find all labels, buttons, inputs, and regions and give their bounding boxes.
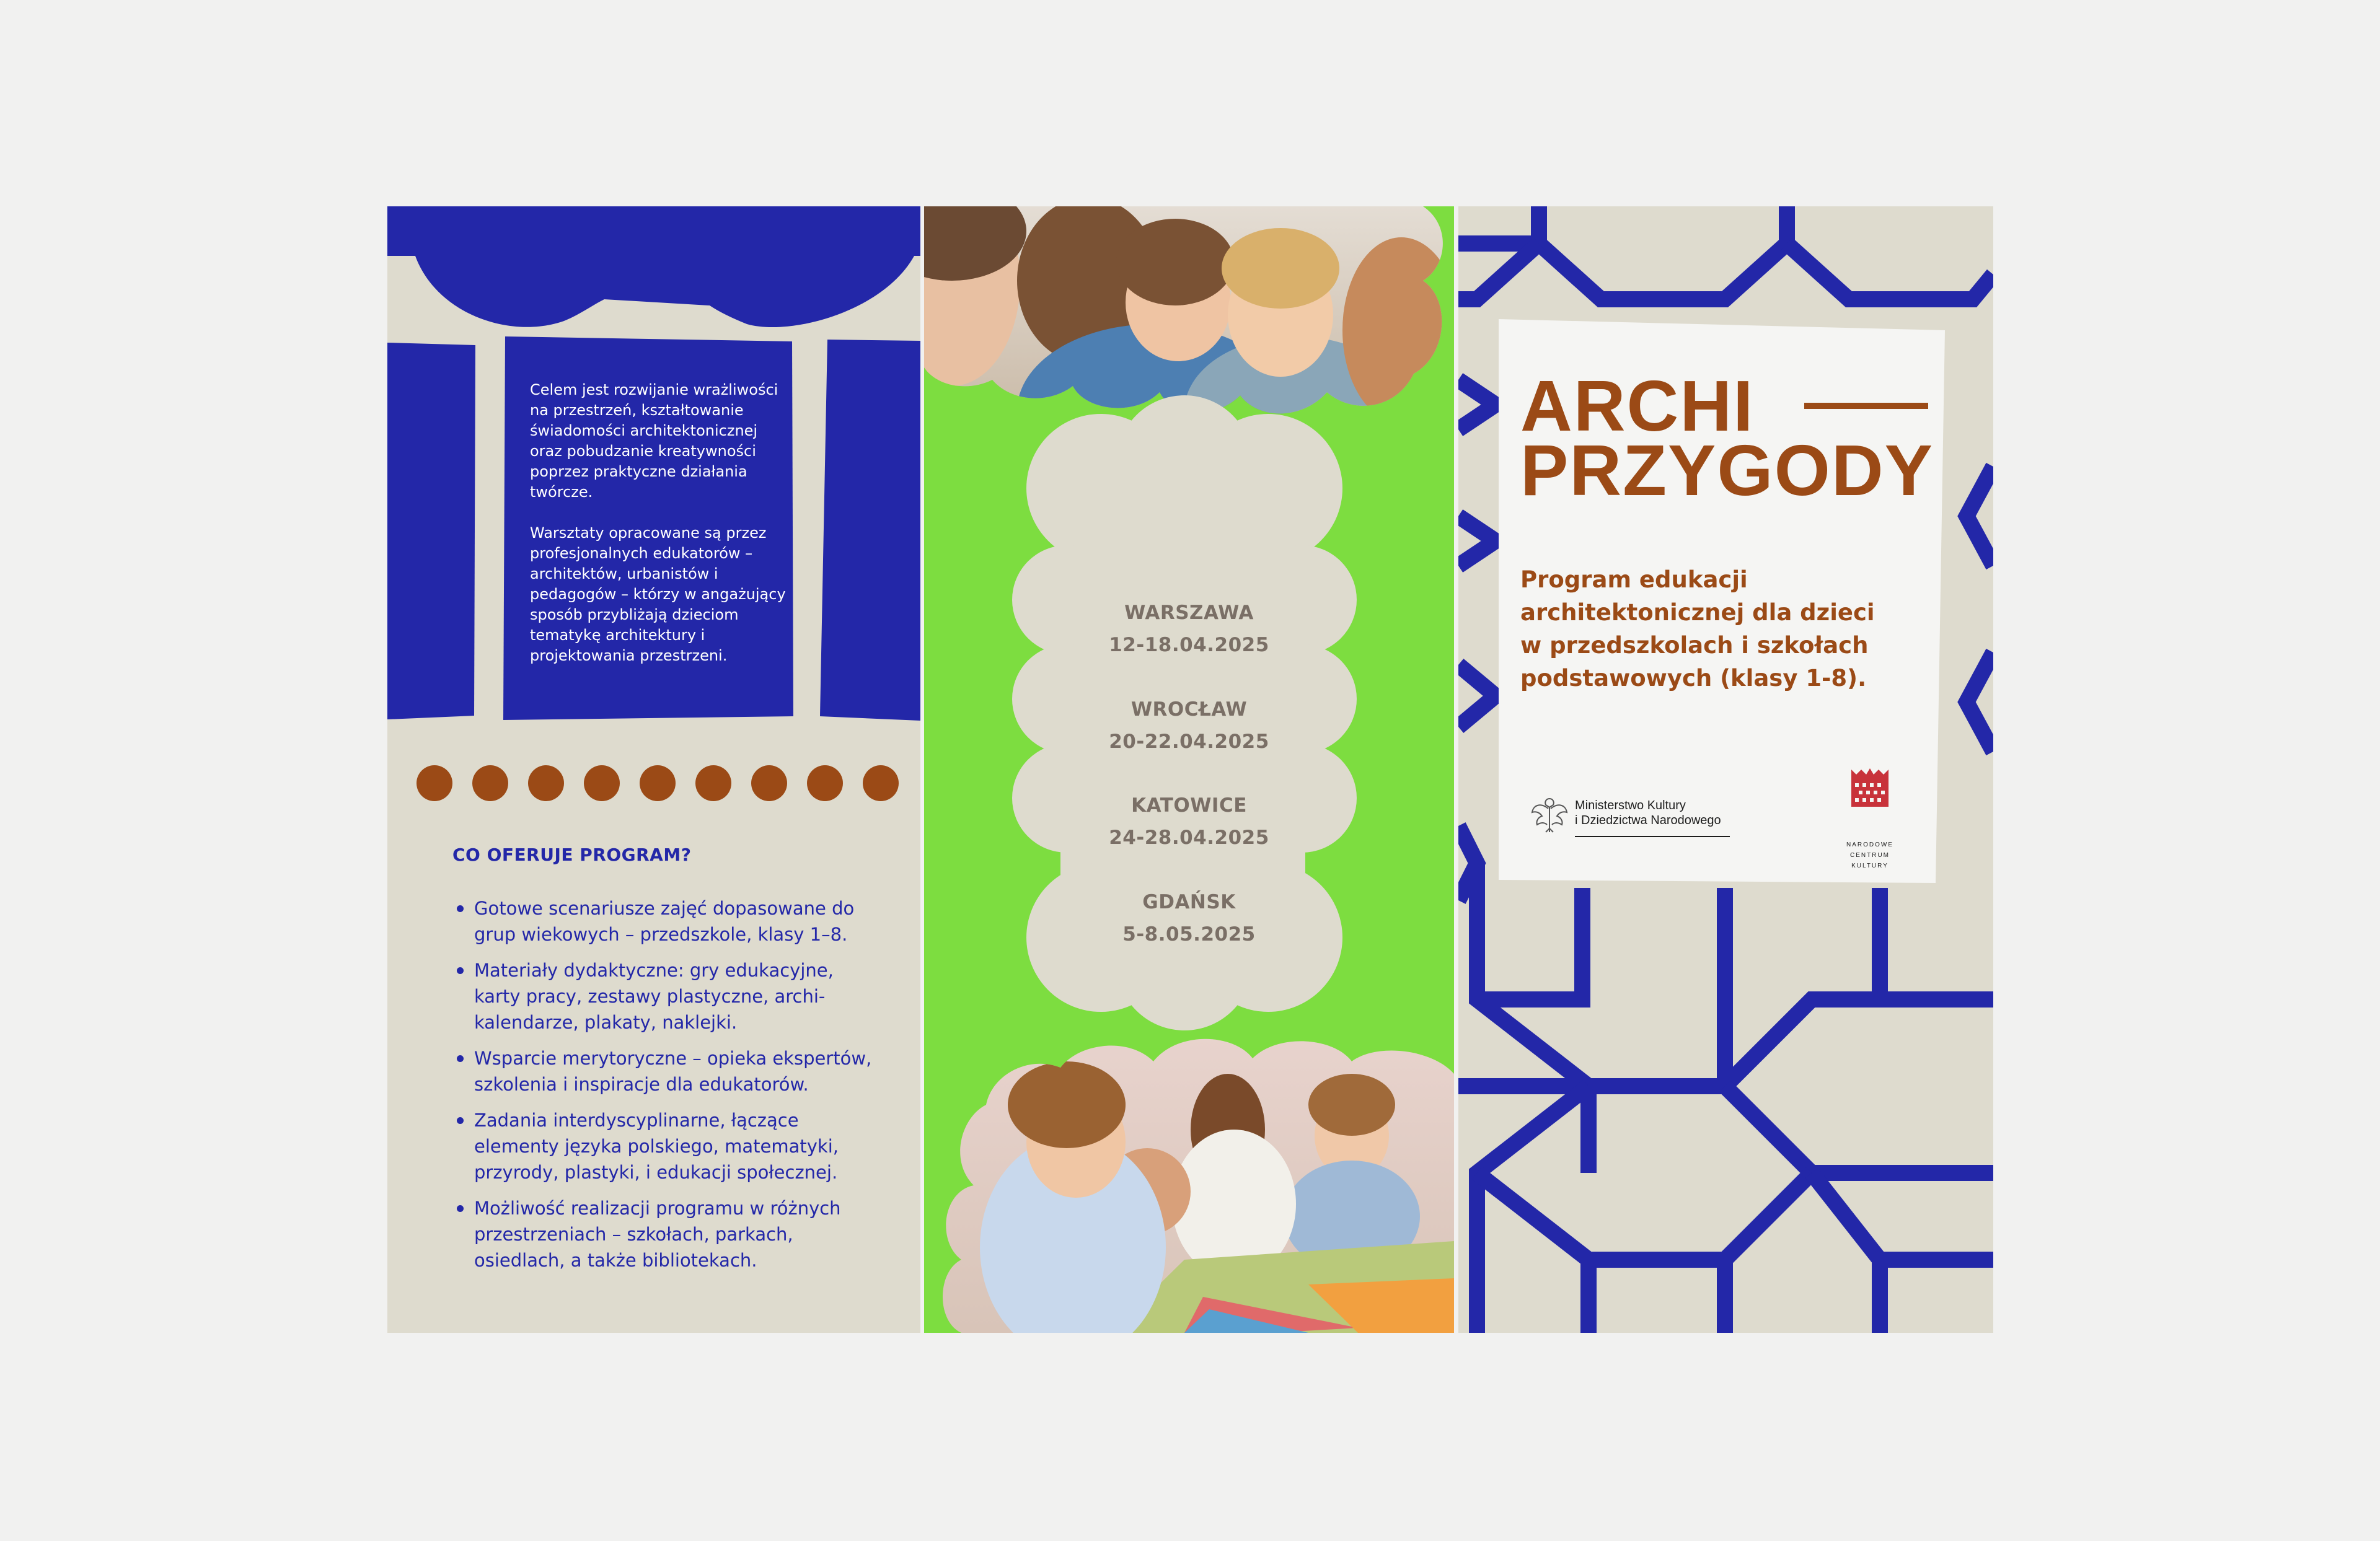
offer-item: Materiały dydaktyczne: gry edukacyjne, karty pracy, zestawy plastyczne, archi-kalendarze, plakaty, naklejki. [456,957,877,1035]
nck-logo-text [1839,840,1901,871]
city-dates: 5-8.05.2025 [1122,923,1256,946]
dot-divider [415,764,899,807]
offer-item: Zadania interdyscyplinarne, łączące elementy języka polskiego, matematyki, przyrody, plastyki, i edukacji społecznej. [456,1107,877,1185]
city-name: WROCŁAW [1130,698,1248,721]
ministry-logo-text [1575,798,1721,828]
offer-item: Wsparcie merytoryczne – opieka ekspertów, szkolenia i inspiracje dla edukatorów. [456,1045,877,1097]
nck-line-2: CENTRUM [1850,852,1890,859]
nck-line-3: KULTURY [1851,863,1889,869]
ministry-line-1: Ministerstwo Kultury [1575,799,1686,812]
ministry-underline [1575,836,1730,837]
offer-item: Możliwość realizacji programu w różnych przestrzeniach – szkołach, parkach, osiedlach, a także bibliotekach. [456,1195,877,1273]
offer-item: Gotowe scenariusze zajęć dopasowane do grup wiekowych – przedszkole, klasy 1–8. [456,895,877,947]
city-date-block [924,886,1454,951]
right-panel [1458,206,1993,1333]
subtitle: Program edukacji architektonicznej dla dzieci w przedszkolach i szkołach podstawowych (klasy 1-8). [1520,566,1875,691]
ministry-line-2: i Dziedzictwa Narodowego [1575,814,1721,827]
city-name: KATOWICE [1131,794,1247,817]
title-dash [1804,403,1928,409]
nck-crown-logo-icon [1850,767,1890,807]
eagle-emblem-icon [1530,795,1569,837]
middle-panel [924,206,1454,1333]
city-dates: 20-22.04.2025 [1109,731,1269,753]
title-line-2: PRZYGODY [1520,430,1934,511]
offer-heading: CO OFERUJE PROGRAM? [452,845,692,865]
left-panel [387,206,920,1333]
title-line-1: ARCHI [1520,366,1755,446]
intro-text [530,380,790,687]
city-dates: 24-28.04.2025 [1109,827,1269,849]
city-name: GDAŃSK [1142,891,1236,913]
city-dates: 12-18.04.2025 [1109,634,1269,656]
intro-paragraph-2: Warsztaty opracowane są przez profesjonalnych edukatorów – architektów, urbanistów i pedagogów – którzy w angażujący sposób przybliżają dzieciom tematykę architektury i projektowania przestrzeni. [530,524,786,664]
city-name: WARSZAWA [1124,602,1254,624]
city-date-block [924,597,1454,661]
nck-line-1: NARODOWE [1846,841,1893,848]
city-date-block [924,693,1454,758]
bottom-photo [924,1037,1454,1333]
brand-title [1520,366,1934,511]
intro-paragraph-1: Celem jest rozwijanie wrażliwości na przestrzeń, kształtowanie świadomości architektonicznej oraz pobudzanie kreatywności poprzez praktyczne działania twórcze. [530,381,778,501]
offer-list [456,895,877,1283]
city-date-block [924,789,1454,854]
